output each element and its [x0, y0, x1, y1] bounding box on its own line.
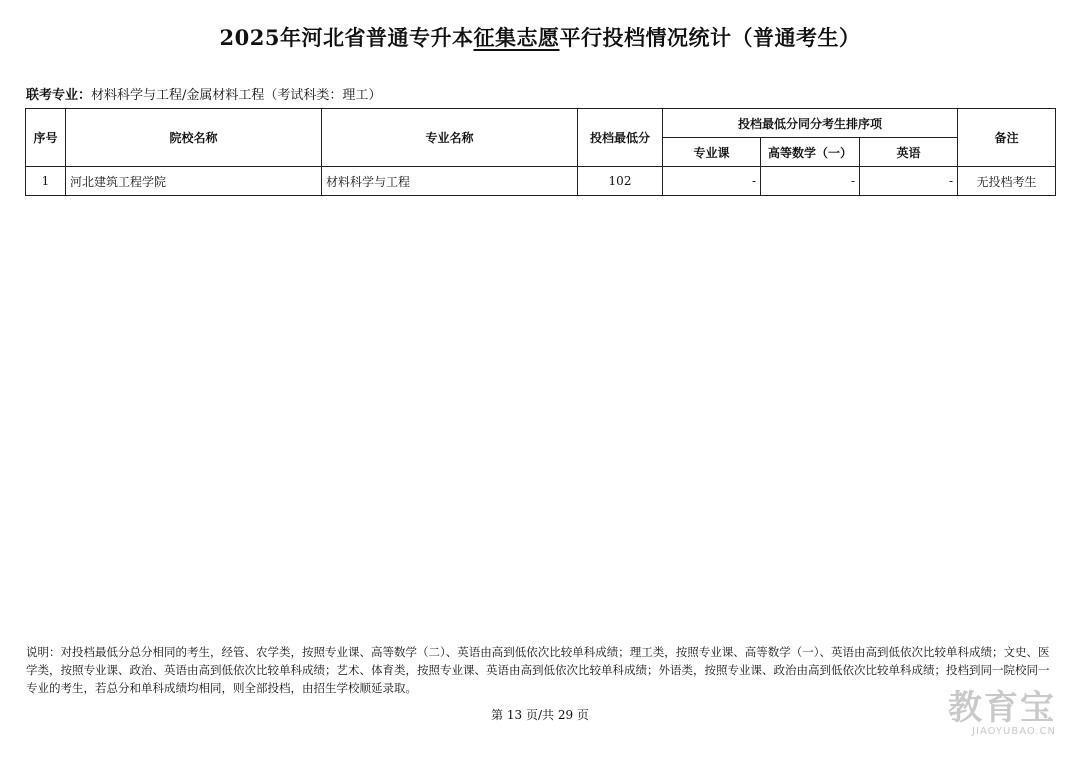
watermark-logo: [948, 690, 1056, 737]
page-number: 第 13 页/共 29 页: [491, 708, 589, 722]
title-underlined: 征集志愿: [473, 25, 560, 50]
subject-line: [26, 84, 381, 103]
cell-min-score: 102: [578, 167, 663, 196]
cell-english: -: [860, 167, 958, 196]
cell-math: -: [761, 167, 860, 196]
cell-school: 河北建筑工程学院: [66, 167, 322, 196]
cell-course: -: [663, 167, 761, 196]
watermark-main: 教育宝: [948, 688, 1056, 728]
page-title: [0, 22, 1080, 52]
title-suffix: 平行投档情况统计（普通考生）: [559, 25, 861, 50]
subject-label: 联考专业：: [26, 88, 92, 103]
watermark-sub: JIAOYUBAO.CN: [972, 726, 1056, 737]
header-math: 高等数学（一）: [761, 138, 860, 167]
header-row-1: [26, 109, 1056, 138]
header-school: 院校名称: [66, 109, 322, 167]
header-remark: 备注: [958, 109, 1056, 167]
cell-index: 1: [26, 167, 66, 196]
cell-remark: 无投档考生: [958, 167, 1056, 196]
title-prefix: 2025年河北省普通专升本: [219, 25, 474, 50]
header-english: 英语: [860, 138, 958, 167]
admission-table: [25, 108, 1056, 196]
header-tie-group: 投档最低分同分考生排序项: [663, 109, 958, 138]
header-index: 序号: [26, 109, 66, 167]
table-row: [26, 167, 1056, 196]
header-course: 专业课: [663, 138, 761, 167]
cell-major: 材料科学与工程: [322, 167, 578, 196]
subject-value: 材料科学与工程/金属材料工程（考试科类：理工）: [91, 88, 382, 103]
header-major: 专业名称: [322, 109, 578, 167]
footnote: 说明：对投档最低分总分相同的考生，经管、农学类，按照专业课、高等数学（二）、英语由高到低依次比较单科成绩；理工类，按照专业课、高等数学（一）、英语由高到低依次比较单科成绩；文史、医学类，按照专业课、政治、英语由高到低依次比较单科成绩；艺术、体育类，按照专业课、英语由高到低依次比较单科成绩；外语类，按照专业课、政治由高到低依次比较单科成绩；投档到同一院校同一专业的考生，若总分和单科成绩均相同，则全部投档，由招生学校顺延录取。: [26, 645, 1050, 695]
header-min-score: 投档最低分: [578, 109, 663, 167]
